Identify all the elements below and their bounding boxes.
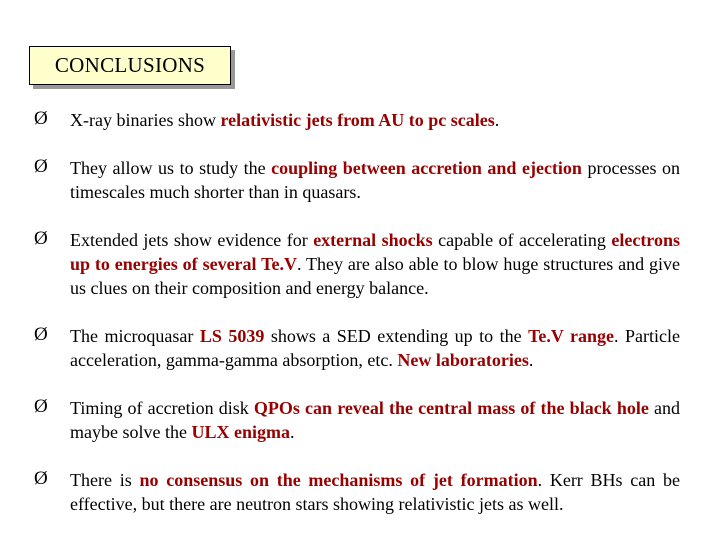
highlight-text: electrons up to energies of several Te.V bbox=[70, 230, 680, 274]
body-text: Extended jets show evidence for bbox=[70, 230, 314, 250]
conclusion-item-5 bbox=[70, 396, 680, 444]
body-text: They allow us to study the bbox=[70, 158, 272, 178]
conclusion-item-2 bbox=[70, 156, 680, 204]
bullet-arrow-icon: Ø bbox=[34, 324, 48, 345]
highlight-text: relativistic jets from AU to pc scales bbox=[220, 110, 495, 130]
bullet-arrow-icon: Ø bbox=[34, 228, 48, 249]
conclusion-item-4 bbox=[70, 324, 680, 372]
title-box bbox=[29, 46, 231, 85]
body-text: . Particle acceleration, gamma-gamma absorption, etc. bbox=[70, 326, 680, 370]
body-text: capable of accelerating bbox=[432, 230, 612, 250]
bullet-arrow-icon: Ø bbox=[34, 396, 48, 417]
conclusion-item-6 bbox=[70, 468, 680, 516]
body-text: . bbox=[494, 110, 500, 130]
conclusion-item-3 bbox=[70, 228, 680, 300]
highlight-text: New laboratories bbox=[397, 350, 529, 370]
body-text: . bbox=[289, 422, 295, 442]
conclusion-item-1 bbox=[70, 108, 680, 132]
highlight-text: no consensus on the mechanisms of jet formation bbox=[139, 470, 538, 490]
bullet-arrow-icon: Ø bbox=[34, 108, 48, 129]
bullet-arrow-icon: Ø bbox=[34, 156, 48, 177]
body-text: shows a SED extending up to the bbox=[264, 326, 529, 346]
slide-title: CONCLUSIONS bbox=[54, 53, 206, 77]
body-text: and maybe solve the bbox=[70, 398, 680, 442]
highlight-text: LS 5039 bbox=[199, 326, 265, 346]
body-text: The microquasar bbox=[70, 326, 200, 346]
highlight-text: QPOs can reveal the central mass of the black hole bbox=[253, 398, 649, 418]
body-text: . Kerr BHs can be effective, but there are neutron stars showing relativistic jets as well. bbox=[70, 470, 680, 514]
highlight-text: external shocks bbox=[313, 230, 433, 250]
body-text: . bbox=[528, 350, 534, 370]
bullet-arrow-icon: Ø bbox=[34, 468, 48, 489]
highlight-text: ULX enigma bbox=[191, 422, 290, 442]
highlight-text: Te.V range bbox=[528, 326, 615, 346]
body-text: X-ray binaries show bbox=[70, 110, 221, 130]
body-text: Timing of accretion disk bbox=[70, 398, 254, 418]
body-text: . They are also able to blow huge structures and give us clues on their composition and energy balance. bbox=[70, 254, 680, 298]
body-text: processes on timescales much shorter than in quasars. bbox=[70, 158, 680, 202]
body-text: There is bbox=[70, 470, 140, 490]
highlight-text: coupling between accretion and ejection bbox=[271, 158, 582, 178]
